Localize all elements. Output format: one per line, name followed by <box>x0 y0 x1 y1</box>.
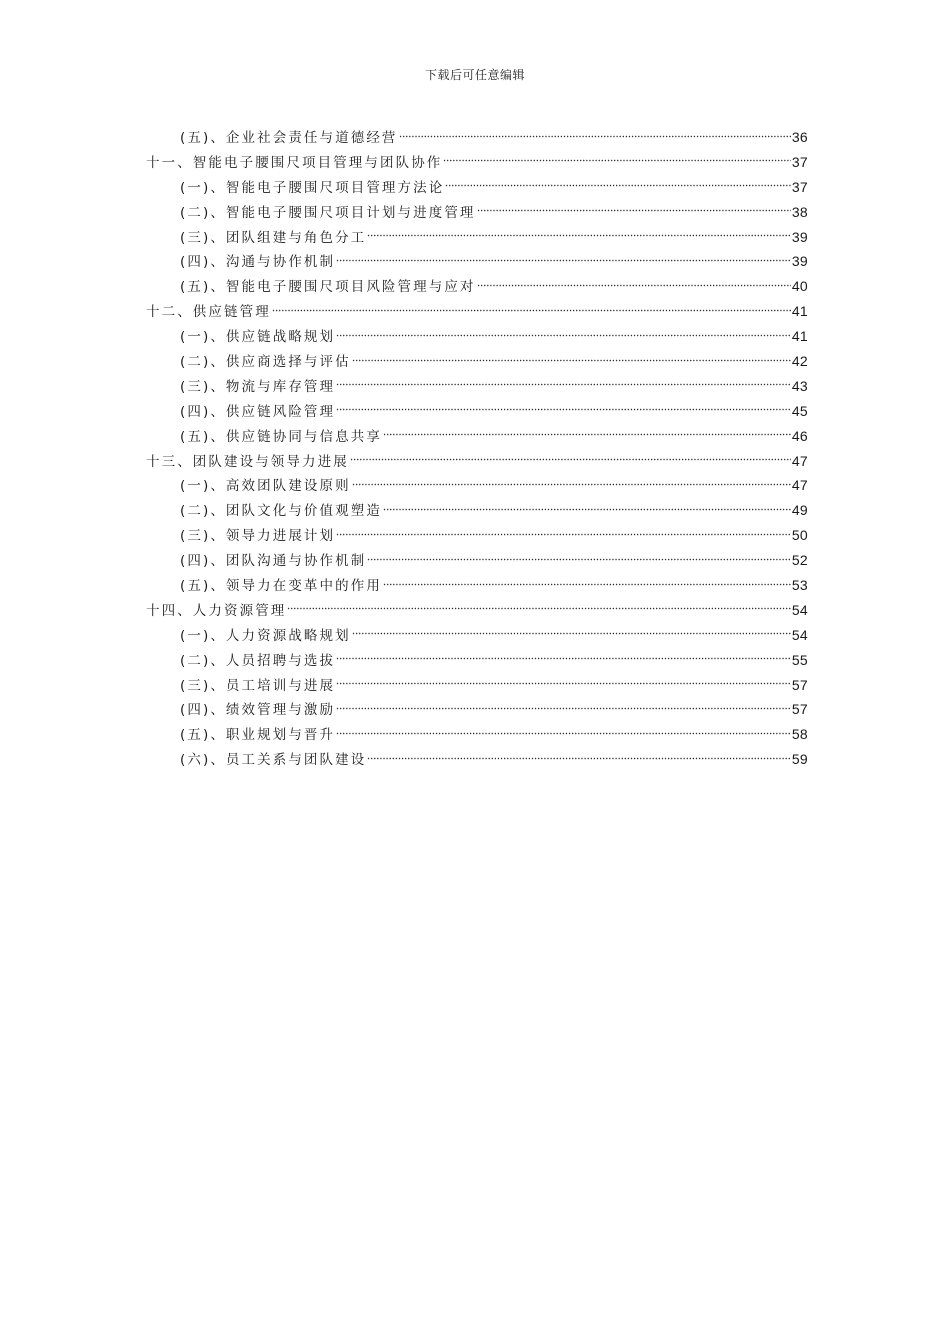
toc-dot-leader <box>287 606 790 612</box>
toc-page-number: 42 <box>791 353 808 370</box>
toc-entry-title: (二)、供应商选择与评估 <box>180 354 351 371</box>
toc-chapter-entry[interactable] <box>146 449 808 474</box>
toc-section-entry[interactable] <box>146 125 808 150</box>
toc-page-number: 37 <box>791 153 808 170</box>
toc-section-entry[interactable] <box>146 548 808 573</box>
toc-page-number: 57 <box>791 676 808 693</box>
toc-dot-leader <box>399 133 791 139</box>
toc-dot-leader <box>336 681 791 687</box>
toc-page-number: 39 <box>791 228 808 245</box>
toc-entry-title: (一)、供应链战略规划 <box>180 329 336 346</box>
table-of-contents <box>146 125 808 772</box>
toc-page-number: 59 <box>791 751 808 768</box>
toc-entry-title: (三)、团队组建与角色分工 <box>180 229 367 246</box>
toc-section-entry[interactable] <box>146 697 808 722</box>
toc-entry-title: (三)、员工培训与进展 <box>180 677 336 694</box>
toc-dot-leader <box>336 705 791 711</box>
toc-entry-title: (一)、人力资源战略规划 <box>180 627 351 644</box>
toc-section-entry[interactable] <box>146 249 808 274</box>
toc-entry-title: (三)、物流与库存管理 <box>180 378 336 395</box>
toc-page-number: 41 <box>791 303 808 320</box>
toc-page-number: 53 <box>791 577 808 594</box>
toc-entry-title: (一)、高效团队建设原则 <box>180 478 351 495</box>
toc-dot-leader <box>352 631 791 637</box>
toc-section-entry[interactable] <box>146 175 808 200</box>
toc-entry-title: (四)、供应链风险管理 <box>180 403 336 420</box>
toc-chapter-entry[interactable] <box>146 299 808 324</box>
toc-section-entry[interactable] <box>146 374 808 399</box>
toc-entry-title: (二)、人员招聘与选拔 <box>180 652 336 669</box>
toc-section-entry[interactable] <box>146 399 808 424</box>
toc-entry-title: (一)、智能电子腰围尺项目管理方法论 <box>180 179 445 196</box>
toc-page-number: 55 <box>791 651 808 668</box>
toc-dot-leader <box>352 481 791 487</box>
toc-dot-leader <box>383 506 791 512</box>
toc-entry-title: (五)、企业社会责任与道德经营 <box>180 130 398 146</box>
toc-page-number: 43 <box>791 377 808 394</box>
toc-entry-title: (二)、智能电子腰围尺项目计划与进度管理 <box>180 204 476 221</box>
toc-entry-title: (二)、团队文化与价值观塑造 <box>180 503 382 520</box>
toc-dot-leader <box>383 432 791 438</box>
toc-entry-title: 十三、团队建设与领导力进展 <box>146 453 349 470</box>
toc-dot-leader <box>367 755 790 761</box>
toc-chapter-entry[interactable] <box>146 150 808 175</box>
toc-dot-leader <box>352 357 791 363</box>
toc-section-entry[interactable] <box>146 673 808 698</box>
toc-chapter-entry[interactable] <box>146 598 808 623</box>
toc-page-number: 45 <box>791 402 808 419</box>
toc-dot-leader <box>477 208 791 214</box>
toc-dot-leader <box>350 457 791 463</box>
toc-section-entry[interactable] <box>146 498 808 523</box>
toc-entry-title: (四)、团队沟通与协作机制 <box>180 553 367 570</box>
toc-entry-title: (四)、沟通与协作机制 <box>180 254 336 271</box>
toc-page-number: 46 <box>791 427 808 444</box>
toc-dot-leader <box>336 531 791 537</box>
toc-page-number: 57 <box>791 701 808 718</box>
toc-section-entry[interactable] <box>146 424 808 449</box>
toc-entry-title: (五)、供应链协同与信息共享 <box>180 428 382 445</box>
toc-section-entry[interactable] <box>146 747 808 772</box>
toc-section-entry[interactable] <box>146 200 808 225</box>
toc-entry-title: 十二、供应链管理 <box>146 304 271 321</box>
toc-entry-title: (五)、职业规划与晋升 <box>180 727 336 744</box>
toc-page-number: 47 <box>791 477 808 494</box>
toc-section-entry[interactable] <box>146 623 808 648</box>
toc-page-number: 38 <box>791 203 808 220</box>
toc-section-entry[interactable] <box>146 274 808 299</box>
toc-entry-title: (三)、领导力进展计划 <box>180 528 336 545</box>
page-header: 下载后可任意编辑 <box>424 68 525 82</box>
toc-entry-title: 十四、人力资源管理 <box>146 602 287 619</box>
toc-page-number: 41 <box>791 328 808 345</box>
toc-dot-leader <box>367 233 790 239</box>
toc-page-number: 50 <box>791 527 808 544</box>
toc-page-number: 36 <box>791 129 808 145</box>
toc-dot-leader <box>443 158 790 164</box>
toc-page-number: 52 <box>791 552 808 569</box>
toc-page-number: 58 <box>791 726 808 743</box>
toc-page-number: 47 <box>791 452 808 469</box>
toc-entry-title: (四)、绩效管理与激励 <box>180 702 336 719</box>
toc-page-number: 49 <box>791 502 808 519</box>
toc-dot-leader <box>336 407 791 413</box>
toc-section-entry[interactable] <box>146 473 808 498</box>
toc-dot-leader <box>336 332 791 338</box>
toc-dot-leader <box>336 257 791 263</box>
toc-section-entry[interactable] <box>146 225 808 250</box>
toc-dot-leader <box>336 382 791 388</box>
toc-entry-title: (五)、领导力在变革中的作用 <box>180 578 382 595</box>
toc-dot-leader <box>477 282 791 288</box>
toc-page-number: 54 <box>791 626 808 643</box>
toc-dot-leader <box>383 581 791 587</box>
toc-dot-leader <box>272 307 791 313</box>
toc-dot-leader <box>336 656 791 662</box>
toc-entry-title: (六)、员工关系与团队建设 <box>180 752 367 769</box>
toc-dot-leader <box>336 730 791 736</box>
toc-entry-title: (五)、智能电子腰围尺项目风险管理与应对 <box>180 279 476 296</box>
toc-section-entry[interactable] <box>146 648 808 673</box>
toc-entry-title: 十一、智能电子腰围尺项目管理与团队协作 <box>146 154 443 171</box>
toc-dot-leader <box>367 556 790 562</box>
toc-section-entry[interactable] <box>146 573 808 598</box>
toc-section-entry[interactable] <box>146 349 808 374</box>
toc-section-entry[interactable] <box>146 722 808 747</box>
toc-page-number: 39 <box>791 253 808 270</box>
toc-page-number: 54 <box>791 601 808 618</box>
toc-page-number: 40 <box>791 278 808 295</box>
toc-section-entry[interactable] <box>146 523 808 548</box>
toc-dot-leader <box>445 183 790 189</box>
toc-page-number: 37 <box>791 178 808 195</box>
toc-section-entry[interactable] <box>146 324 808 349</box>
